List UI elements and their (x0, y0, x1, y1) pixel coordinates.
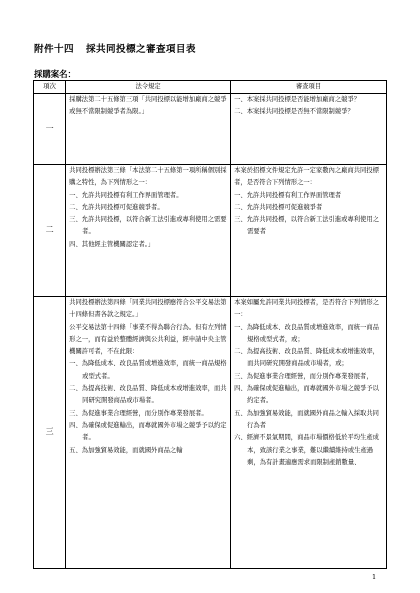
header-item-no: 項次 (34, 81, 66, 94)
review-text: 五、為加強貿易效能，而就國外商品之輸入採取共同行為者 (234, 409, 379, 429)
law-text: 一、為降低成本、改良品質或增進效率，而統一商品規格或型式者。 (69, 360, 227, 380)
form-title: 採共同投標之審查項目表 (85, 44, 196, 55)
review-table (33, 80, 387, 569)
law-text: 三、允許共同投標，以符合新工法引進或專利使用之需要者。 (69, 216, 227, 236)
review-text: 一、為降低成本、改良品質或增進效率，而統一商品規格或型式者，或； (234, 323, 379, 343)
law-text: 四、為確保或促進輸出，而專就國外市場之競爭予以約定者。 (69, 421, 227, 442)
row-number: 三 (34, 297, 66, 569)
review-text: 本案如屬允許同業共同投標者，是否符合下列情形之一： (234, 299, 379, 319)
review-text: 二、允許共同投標可促進競爭者 (234, 203, 323, 211)
law-text: 共同投標辦法第四條「同業共同投標應符合公平交易法第十四條但書各款之規定。」 (69, 299, 227, 319)
page-title (34, 41, 196, 55)
legal-provision-cell (66, 94, 231, 165)
review-text: 本案於招標文件規定允許一定家數內之廠商共同投標者，是否符合下列情形之一： (234, 167, 379, 187)
review-text: 六、經濟不景氣期間，商品市場價格低於平均生產成本，致該行業之事業，難以繼續維持或生產過剩，為有計畫適應需求而限制產銷數量、 (234, 434, 379, 466)
law-text: 共同投標辦法第三條「本法第二十五條第一項所稱個別採購之特性，為下列情形之一： (69, 167, 227, 187)
table-row (34, 297, 387, 569)
header-legal-provision: 法令規定 (66, 81, 231, 94)
review-text: 二、為提高技術、改良品質、降低成本或增進效率，而共同研究開發商品或市場者，或； (234, 348, 379, 368)
review-items-cell (231, 297, 387, 569)
row-number: 二 (34, 165, 66, 297)
law-text: 四、其他經主管機關認定者。」 (69, 240, 155, 248)
procurement-name-label: 採購案名： (34, 69, 76, 79)
law-text: 二、允許共同投標可促進競爭者。 (69, 203, 164, 211)
attachment-number: 附件十四 (34, 44, 74, 55)
law-text: 三、為促進事業合理經營，而分別作專業發展者。 (69, 409, 208, 417)
review-text: 一、允許共同投標有利工作界面管理者 (234, 191, 342, 199)
law-text: 五、為加強貿易效能，而就國外商品之輸 (69, 446, 183, 454)
review-text: 一、本案採共同投標是否能增加廠商之競爭？ (234, 96, 361, 103)
law-text: 採購法第二十五條第三項「共同投標以能增加廠商之競爭或無不當限制競爭者為限。」 (69, 96, 227, 116)
row-number: 一 (34, 94, 66, 165)
review-text: 三、為促進事業合理經營，而分別作專業發展者， (234, 372, 373, 380)
table-row (34, 165, 387, 297)
review-text: 二、本案採共同投標是否無不當限制競爭？ (234, 108, 354, 116)
page-number: 1 (372, 573, 377, 581)
review-text: 三、允許共同投標，以符合新工法引進或專利使用之需要者 (234, 216, 379, 236)
review-items-cell (231, 165, 387, 297)
header-review-items: 審查項目 (231, 81, 387, 94)
law-text: 二、為提高技術、改良品質、降低成本或增進效率，而共同研究開發商品或市場者。 (69, 385, 227, 405)
table-header-row (34, 81, 387, 94)
review-text: 四、為確保或促進輸出，而專就國外市場之競爭予以約定者。 (234, 385, 379, 405)
table-row (34, 94, 387, 165)
legal-provision-cell (66, 297, 231, 569)
law-text: 一、允許共同投標有利工作界面管理者。 (69, 191, 183, 199)
review-items-cell (231, 94, 387, 165)
legal-provision-cell (66, 165, 231, 297)
law-text: 公平交易法第十四條「事業不得為聯合行為。但有左列情形之一，而有益於整體經濟與公共利益，經申請中央主管機關許可者，不在此限： (69, 323, 227, 356)
